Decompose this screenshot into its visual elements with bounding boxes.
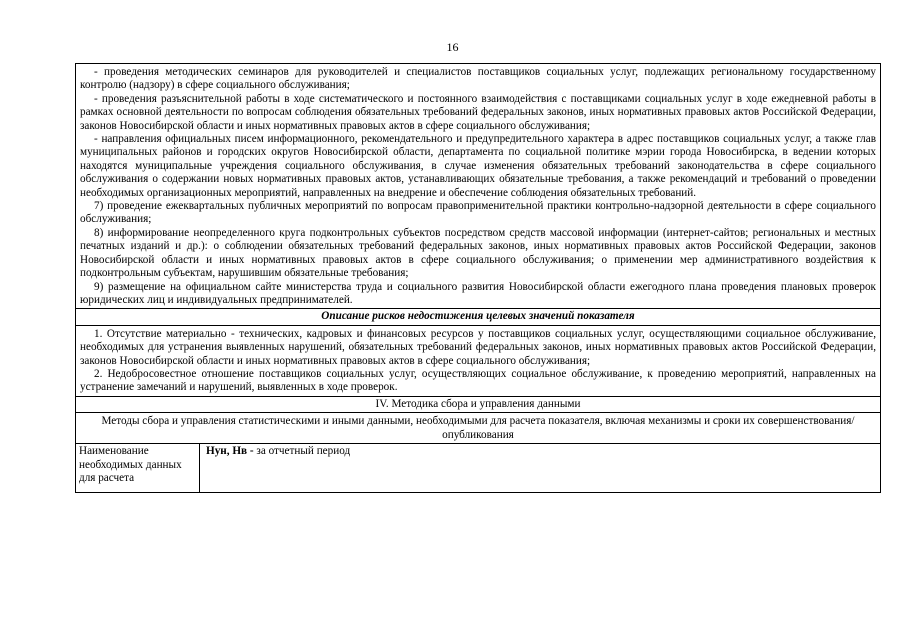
measure-paragraph: - направления официальных писем информационного, рекомендательного и предупредительного характера в адрес поставщиков социальных услуг, а также глав муниципальных районов и городских округов Новосибирской области, департамента по социальной политике мэрии города Новосибирска, в ведении которых находятся муниципальные учреждения социального обслуживания, в случае изменения обязательных требований законодательства в сфере социального обслуживания о содержании новых нормативных правовых актов, устанавливающих обязательные требования, а также рекомендаций и требований о проведении необходимых организационных мероприятий, направленных на внедрение и обеспечение соблюдения обязательных требований.	[80, 133, 876, 199]
measure-paragraph: 7) проведение ежеквартальных публичных мероприятий по вопросам правоприменительной практики контрольно-надзорной деятельности в сфере социального обслуживания;	[80, 200, 876, 226]
measure-paragraph: - проведения разъяснительной работы в ходе систематического и постоянного взаимодействия с поставщиками социальных услуг в ходе ежедневной работы в рамках основной деятельности по вопросам соблюдения обязательных требований федеральных законов, иных нормативных правовых актов Российской Федерации, законов Новосибирской области и иных нормативных правовых актов в сфере социального обслуживания;	[80, 92, 876, 132]
risks-row	[76, 326, 880, 397]
data-label-cell: Наименование необходимых данных для расчета	[76, 444, 200, 492]
measure-paragraph: 9) размещение на официальном сайте министерства труда и социального развития Новосибирской области ежегодного плана проведения плановых проверок юридических лиц и индивидуальных предпринимателей.	[80, 280, 876, 306]
data-period: за отчетный период	[253, 445, 351, 458]
risk-paragraph: 1. Отсутствие материально - технических, кадровых и финансовых ресурсов у поставщиков социальных услуг, осуществляющими социальное обслуживание, необходимых для устранения выявленных нарушений, обязательных требований федеральных законов, иных нормативных правовых актов Российской Федерации, законов Новосибирской области и иных нормативных правовых актов в сфере социального обслуживания;	[80, 327, 876, 367]
data-variables: Нун, Нв -	[206, 445, 254, 458]
document-table	[75, 63, 881, 493]
risks-heading: Описание рисков недостижения целевых значений показателя	[76, 309, 880, 325]
section-heading: IV. Методика сбора и управления данными	[76, 397, 880, 413]
risk-paragraph: 2. Недобросовестное отношение поставщиков социальных услуг, осуществляющих социальное обслуживание, к проведению мероприятий, направленных на устранение замечаний и нарушений, выявленных в ходе проверок.	[80, 367, 876, 394]
methods-description: Методы сбора и управления статистическими и иными данными, необходимыми для расчета показателя, включая механизмы и сроки их совершенствования/опубликования	[76, 413, 880, 444]
page-number: 16	[446, 40, 459, 54]
data-value-cell	[200, 444, 880, 492]
data-row	[76, 444, 880, 492]
measure-paragraph: - проведения методических семинаров для руководителей и специалистов поставщиков социальных услуг, подлежащих региональному государственному контролю (надзору) в сфере социального обслуживания;	[80, 66, 876, 92]
measures-row	[76, 64, 880, 309]
measure-paragraph: 8) информирование неопределенного круга подконтрольных субъектов посредством средств массовой информации (интернет-сайтов; региональных и местных печатных изданий и др.): о соблюдении обязательных требований федеральных законов, иных нормативных правовых актов Российской Федерации, законов Новосибирской области и иных нормативных правовых актов в сфере социального обслуживания; о применении мер административного воздействия к подконтрольным субъектам, нарушившим обязательные требования;	[80, 226, 876, 280]
